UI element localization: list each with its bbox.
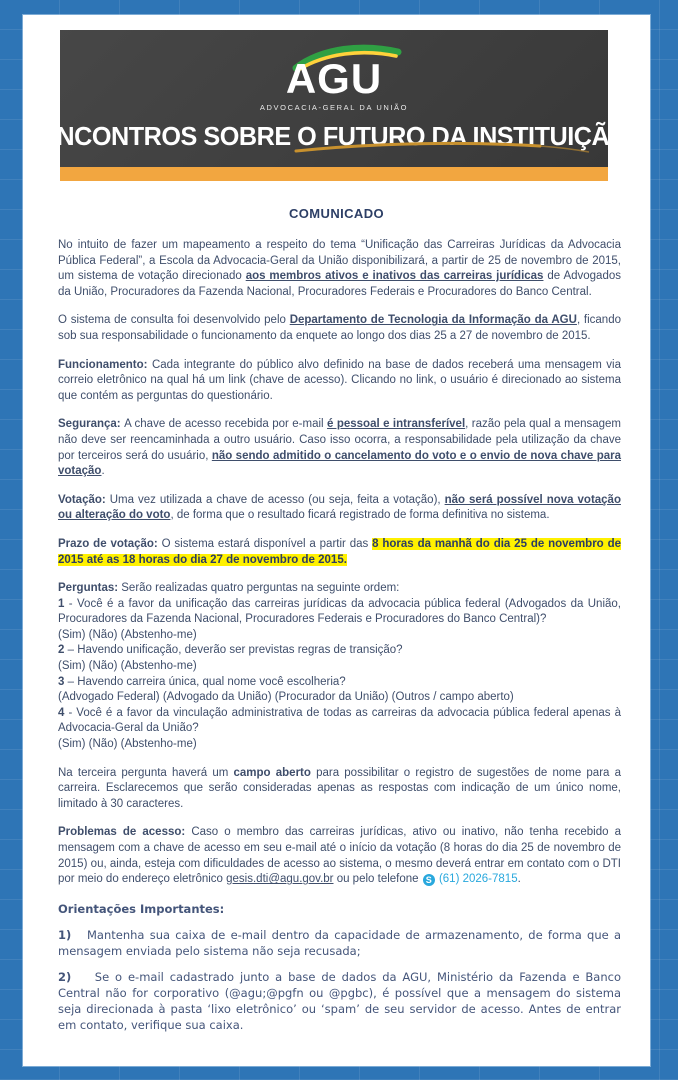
text-run: para possibilitar o registro de sugestões de nome para a carreira. Esclarecemos que serão consideradas apenas as respostas com indicação de um único nome, limitado à 30 caracteres.: [58, 766, 621, 810]
email-link[interactable]: gesis.dti@agu.gov.br: [226, 873, 334, 886]
text-run: – Havendo unificação, deverão ser previstas regras de transição?: [64, 644, 403, 657]
paragraph: [58, 675, 621, 691]
paragraph: [58, 659, 621, 675]
text-run: ou pelo telefone: [333, 873, 422, 886]
paragraph: [58, 537, 621, 568]
text-run: não sendo admitido o cancelamento do voto e o envio de nova chave para votação: [58, 449, 621, 478]
text-run: O sistema de consulta foi desenvolvido pelo: [58, 314, 290, 327]
text-run: , ficando sob sua responsabilidade o funcionamento da enquete ao longo dos dias 25 a 27 de novembro de 2015.: [58, 314, 621, 342]
text-run: Funcionamento:: [58, 358, 152, 371]
text-run: , de forma que o resultado ficará registrado de forma definitiva no sistema.: [170, 509, 550, 522]
text-run: A chave de acesso recebida por e-mail: [124, 418, 328, 431]
banner: [39, 30, 629, 181]
text-run: Cada integrante do público alvo definido na base de dados receberá uma mensagem via correio eletrônico na qual há um link (chave de acesso). Clicando no link, o usuário é direcionado ao sistema que contém as perguntas do questionário.: [58, 358, 621, 402]
text-run: 2): [58, 969, 72, 984]
text-run: aos membros ativos e inativos das carreiras jurídicas: [245, 270, 544, 283]
text-run: 4: [58, 706, 65, 719]
text-run: O sistema estará disponível a partir das: [161, 537, 373, 550]
text-run: Votação:: [58, 493, 110, 506]
banner-title: ENCONTROS SOBRE O FUTURO DA INSTITUIÇÃO: [39, 121, 629, 151]
paragraph: [58, 766, 621, 813]
paragraph: [58, 417, 621, 479]
paragraph: [58, 358, 621, 405]
text-run: Problemas de acesso:: [58, 826, 192, 839]
paragraph: [58, 706, 621, 737]
text-run: 1: [58, 597, 65, 610]
text-run: , razão pela qual a mensagem não deve ser reencaminhada a outro usuário. Caso isso ocorra, a responsabilidade pela utilização da chave por terceiros será do usuário,: [58, 418, 621, 462]
agu-logo: [260, 43, 408, 112]
paragraph: [58, 825, 621, 887]
paragraph: [58, 238, 621, 300]
text-run: .: [517, 873, 521, 886]
paragraph: [58, 581, 621, 597]
paragraph: [58, 737, 621, 753]
paragraph: [58, 969, 621, 1033]
text-run: Se o e-mail cadastrado junto a base de dados da AGU, Ministério da Fazenda e Banco Central não for corporativo (@agu;@pgfn ou @pgbc), é possível que a mensagem do sistema seja direcionada à pasta ‘lixo eletrônico’ ou ‘spam’ de seu servidor de acesso. Antes de entrar em contato, verifique sua caixa.: [58, 969, 621, 1032]
skype-icon[interactable]: S: [423, 874, 435, 886]
text-run: Serão realizadas quatro perguntas na seguinte ordem:: [121, 582, 400, 595]
text-run: Departamento de Tecnologia da Informação da AGU: [289, 314, 577, 327]
text-run: No intuito de fazer um mapeamento a respeito do tema “Unificação das Carreiras Jurídicas da Advocacia Pública Federal”, a Escola da Advocacia-Geral da União disponibilizará, a partir de 25 de novembro de 2015, um sistema de votação direcionado: [58, 239, 621, 283]
paragraph: [58, 493, 621, 524]
paragraph: [58, 313, 621, 344]
text-run: (Sim) (Não) (Abstenho-me): [58, 660, 197, 673]
text-run: – Havendo carreira única, qual nome você escolheria?: [64, 675, 346, 688]
text-run: Caso o membro das carreiras jurídicas, ativo ou inativo, não tenha recebido a mensagem com a chave de acesso em seu e-mail até o início da votação (8 horas do dia 25 de novembro de 2015) ou, ainda, esteja com dificuldades de acesso ao sistema, o mesmo deverá entrar em contato com o DTI por meio do endereço eletrônico: [58, 826, 621, 886]
logo-subtitle: ADVOCACIA-GERAL DA UNIÃO: [259, 103, 409, 112]
paragraph: [58, 597, 621, 628]
paragraph: [58, 901, 621, 917]
paragraph: [58, 628, 621, 644]
text-run: 8 horas da manhã do dia 25 de novembro de 2015 até as 18 horas do dia 27 de novembro de 2015.: [58, 537, 621, 566]
text-run: campo aberto: [233, 766, 311, 779]
title-underline-swoosh-icon: [292, 139, 592, 155]
text-run: de Advogados da União, Procuradores da Fazenda Nacional, Procuradores Federais e Procuradores do Banco Central.: [58, 270, 621, 298]
paragraph: [58, 690, 621, 706]
text-run: (Advogado Federal) (Advogado da União) (Procurador da União) (Outros / campo aberto): [58, 691, 514, 704]
logo-text: AGU: [285, 55, 383, 102]
text-run: Uma vez utilizada a chave de acesso (ou seja, feita a votação),: [109, 493, 445, 506]
document-title: COMUNICADO: [289, 206, 384, 221]
text-run: Segurança:: [58, 418, 125, 431]
text-run: é pessoal e intransferível: [327, 418, 466, 431]
text-run: Orientações Importantes:: [58, 901, 225, 916]
paragraph: [58, 643, 621, 659]
banner-dark-panel: [39, 30, 629, 167]
text-run: .: [101, 465, 105, 478]
text-run: Na terceira pergunta haverá um: [58, 766, 234, 779]
text-run: 3: [58, 675, 65, 688]
text-run: Mantenha sua caixa de e-mail dentro da capacidade de armazenamento, de forma que a mensagem enviada pelo sistema não seja recusada;: [58, 927, 621, 958]
text-run: 1): [58, 927, 72, 942]
banner-accent-bar: [60, 167, 608, 181]
phone-number[interactable]: (61) 2026-7815: [435, 873, 518, 886]
text-run: 2: [58, 644, 65, 657]
text-run: - Você é a favor da vinculação administrativa de todas as carreiras da advocacia pública federal apenas à Advocacia-Geral da União?: [58, 706, 621, 735]
text-run: Prazo de votação:: [58, 537, 162, 550]
page: [23, 15, 650, 1066]
document-body: [23, 221, 650, 1033]
paragraph: [58, 927, 621, 959]
text-run: (Sim) (Não) (Abstenho-me): [58, 738, 197, 751]
text-run: (Sim) (Não) (Abstenho-me): [58, 628, 197, 641]
text-run: Perguntas:: [58, 582, 122, 595]
text-run: - Você é a favor da unificação das carreiras jurídicas da advocacia pública federal (Advogados da União, Procuradores da Fazenda Nacional, Procuradores Federais e Procuradores do Banco Central)?: [58, 597, 621, 626]
text-run: não será possível nova votação ou alteração do voto: [58, 493, 621, 522]
